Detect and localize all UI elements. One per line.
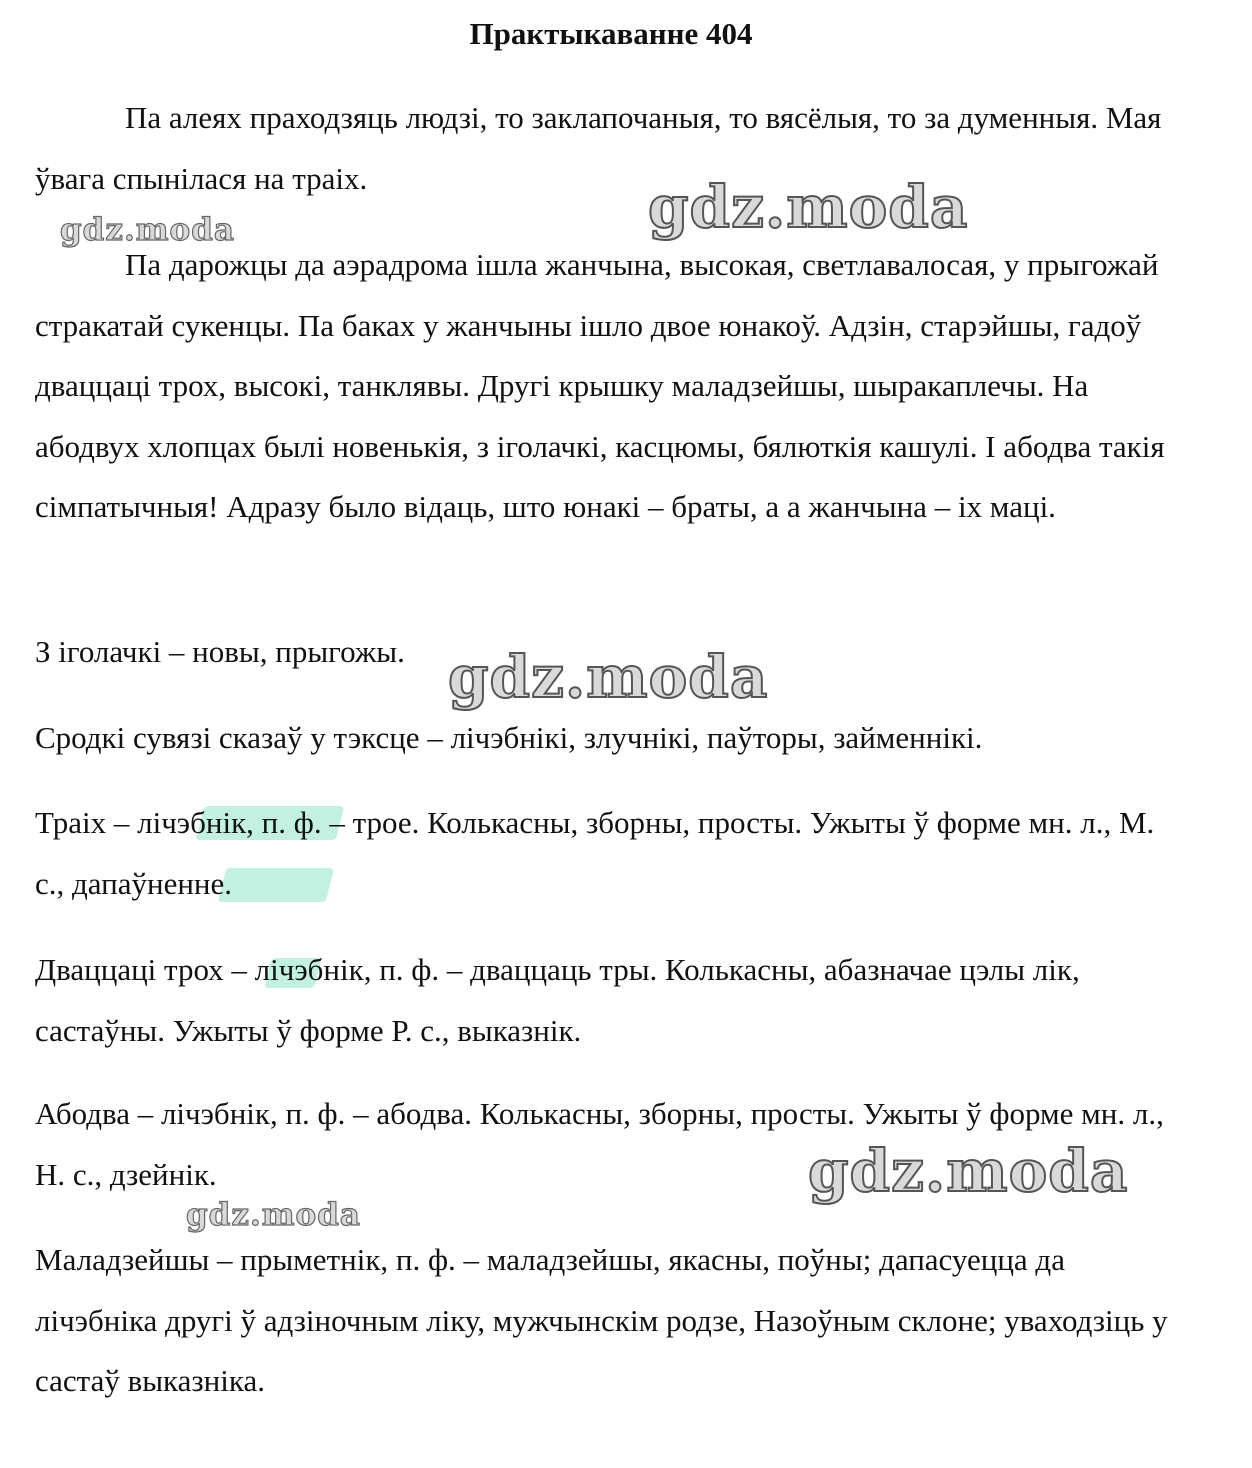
watermark: gdz.moda xyxy=(648,173,969,241)
paragraph-story: Па дарожцы да аэрадрома ішла жанчына, высокая, светлавалосая, у прыгожай стракатай сукенцы. Па баках у жанчыны ішло двое юнакоў. Адзін, старэйшы, гадоў дваццаці трох, высокі, танклявы. Другі крышку маладзейшы, шыракаплечы. На абодвух хлопцах былі новенькія, з іголачкі, касцюмы, бялюткія кашулі. І абодва такія сімпатычныя! Адразу было відаць, што юнакі – браты, а а жанчына – іх маці. xyxy=(35,247,1165,524)
watermark: gdz.moda xyxy=(186,1197,361,1233)
paragraph-links: Сродкі сувязі сказаў у тэксце – лічэбнікі, злучнікі, паўторы, займеннікі. xyxy=(35,720,983,755)
watermark: gdz.moda xyxy=(448,643,769,711)
watermark: gdz.moda xyxy=(60,212,235,248)
paragraph-analysis-dvaccaci: Дваццаці трох – лічэбнік, п. ф. – дваццаць тры. Колькасны, абазначае цэлы лік, састаўны. Ужыты ў форме Р. с., выказнік. xyxy=(35,952,1080,1048)
paragraph-idiom: З іголачкі – новы, прыгожы. xyxy=(35,634,405,669)
paragraph-analysis-traih: Траіх – лічэбнік, п. ф. – трое. Колькасны, зборны, просты. Ужыты ў форме мн. л., М. с., дапаўненне. xyxy=(35,805,1155,901)
watermark: gdz.moda xyxy=(808,1137,1129,1205)
page-title: Практыкаванне 404 xyxy=(469,16,753,51)
paragraph-analysis-maladzejshy: Маладзейшы – прыметнік, п. ф. – маладзейшы, якасны, поўны; дапасуецца да лічэбніка другі ў адзіночным ліку, мужчынскім родзе, Назоўным склоне; уваходзіць у састаў выказніка. xyxy=(35,1242,1168,1398)
paragraph-analysis-abodva: Абодва – лічэбнік, п. ф. – абодва. Колькасны, зборны, просты. Ужыты ў форме мн. л., Н. с., дзейнік. xyxy=(35,1096,1164,1192)
paragraph-intro: Па алеях праходзяць людзі, то заклапочаныя, то вясёлыя, то за думенныя. Мая ўвага спынілася на траіх. xyxy=(35,100,1162,196)
